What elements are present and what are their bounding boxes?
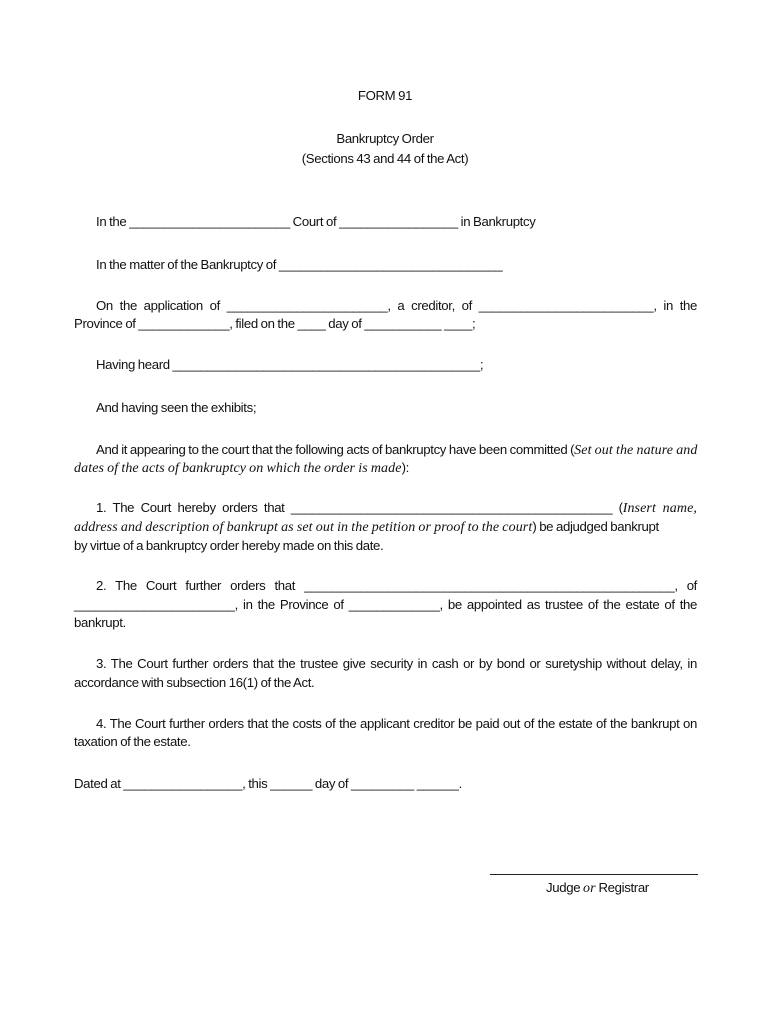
acts-instruction: Set out the nature and	[574, 443, 698, 458]
form-number: FORM 91	[357, 88, 413, 103]
order1-instruction-cont: address and description of bankrupt as set out in the petition or proof to the court	[74, 520, 533, 535]
registrar-label: Registrar	[598, 880, 649, 895]
signature-caption	[546, 880, 649, 897]
order1-instruction: Insert name,	[622, 501, 697, 516]
judge-label: Judge	[546, 880, 581, 895]
acts-line-2	[74, 460, 409, 477]
order1-line-3: by virtue of a bankruptcy order hereby made on this date.	[74, 538, 384, 553]
order3-line-1: 3. The Court further orders that the trustee give security in cash or by bond or suretyship without delay, in	[96, 656, 697, 671]
court-line: In the _______________________ Court of _________________ in Bankruptcy	[96, 214, 536, 229]
order4-line-2: taxation of the estate.	[74, 734, 191, 749]
signature-line	[490, 866, 698, 875]
exhibits-line: And having seen the exhibits;	[96, 400, 257, 415]
application-line-2: Province of _____________, filed on the ____ day of ___________ ____;	[74, 316, 476, 331]
matter-line: In the matter of the Bankruptcy of ________________________________	[96, 257, 503, 272]
order1-line-2	[74, 519, 659, 536]
acts-tail: ):	[401, 460, 409, 475]
order2-line-2: _______________________, in the Province of _____________, be appointed as trustee of the estate of the	[74, 597, 697, 612]
or-label: or	[583, 881, 596, 896]
order1-line-1	[74, 500, 697, 517]
form-subtitle: (Sections 43 and 44 of the Act)	[301, 151, 469, 166]
having-heard-line: Having heard ____________________________________________;	[96, 357, 484, 372]
acts-line-1	[96, 442, 698, 459]
order1-text: 1. The Court hereby orders that ______________________________________________ (	[96, 500, 623, 515]
acts-instruction-cont: dates of the acts of bankruptcy on which the order is made	[74, 461, 402, 476]
dated-line: Dated at _________________, this ______ day of _________ ______.	[74, 776, 462, 791]
order1-tail: ) be adjudged bankrupt	[532, 519, 659, 534]
order2-line-3: bankrupt.	[74, 615, 126, 630]
order2-line-1: 2. The Court further orders that _____________________________________________________, of	[96, 578, 697, 593]
form-title: Bankruptcy Order	[336, 131, 434, 146]
order3-line-2: accordance with subsection 16(1) of the Act.	[74, 675, 315, 690]
order4-line-1: 4. The Court further orders that the costs of the applicant creditor be paid out of the estate of the bankrupt on	[96, 716, 697, 731]
acts-text: And it appearing to the court that the following acts of bankruptcy have been committed (	[96, 442, 575, 457]
application-line-1: On the application of _______________________, a creditor, of _________________________, in the	[96, 298, 697, 313]
